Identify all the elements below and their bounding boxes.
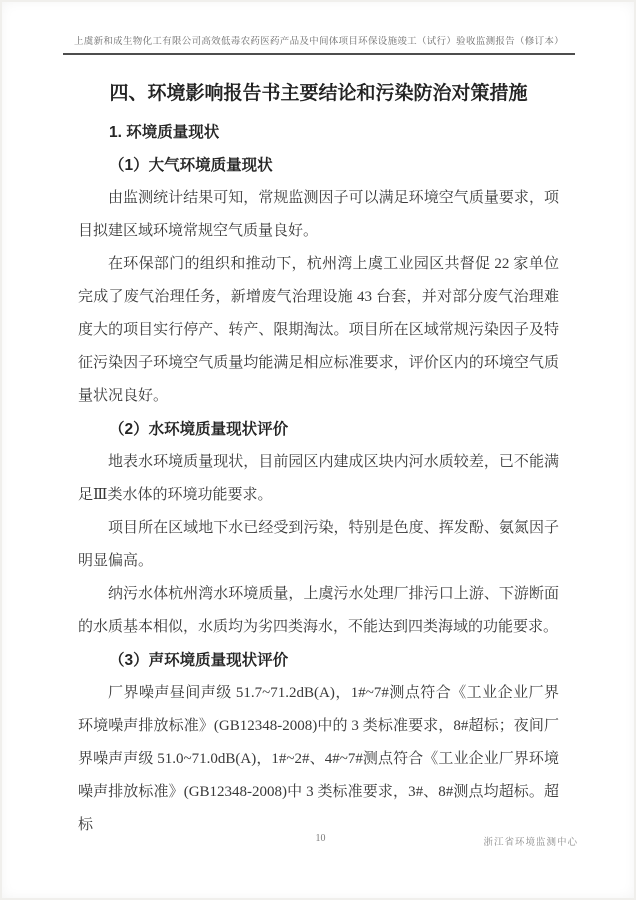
subsection-heading-water-quality: （2）水环境质量现状评价: [109, 421, 289, 438]
chapter-title: 四、环境影响报告书主要结论和污染防治对策措施: [109, 83, 528, 104]
paragraph-air-2: 在环保部门的组织和推动下，杭州湾上虞工业园区共督促 22 家单位完成了废气治理任务，新增废气治理设施 43 台套，并对部分废气治理难度大的项目实行停产、转产、限期淘汰。项目所在区域常规污染因子及特征污染因子环境空气质量均能满足相应标准要求，评价区内的环境空气质量状况良好。: [78, 256, 559, 404]
paragraph-water-ground: 项目所在区域地下水已经受到污染，特别是色度、挥发酚、氨氮因子明显偏高。: [78, 520, 559, 569]
footer-organization: 浙江省环境监测中心: [483, 838, 578, 848]
page-number: 10: [315, 833, 326, 844]
paragraph-water-surface: 地表水环境质量现状，目前园区内建成区块内河水质较差，已不能满足Ⅲ类水体的环境功能要求。: [78, 454, 559, 503]
section-heading-environment-quality: 1. 环境质量现状: [109, 124, 220, 141]
header-divider: [63, 53, 575, 55]
subsection-heading-noise-quality: （3）声环境质量现状评价: [109, 652, 289, 669]
document-body: [63, 80, 575, 842]
paragraph-air-1: 由监测统计结果可知，常规监测因子可以满足环境空气质量要求，项目拟建区域环境常规空气质量良好。: [78, 190, 559, 239]
running-header-title: 上虞新和成生物化工有限公司高效低毒农药医药产品及中间体项目环保设施竣工（试行）验收监测报告（修订本）: [73, 37, 564, 47]
subsection-heading-air-quality: （1）大气环境质量现状: [109, 157, 273, 174]
running-header: [63, 0, 575, 55]
paragraph-noise: 厂界噪声昼间声级 51.7~71.2dB(A)，1#~7#测点符合《工业企业厂界环境噪声排放标准》(GB12348-2008)中的 3 类标准要求，8#超标；夜间厂界噪声声级 51.0~71.0dB(A)，1#~2#、4#~7#测点符合《工业企业厂界环境噪声排放标准》(GB12348-2008)中 3 类标准要求，3#、8#测点均超标。超标: [78, 685, 559, 833]
paragraph-water-bay: 纳污水体杭州湾水环境质量，上虞污水处理厂排污口上游、下游断面的水质基本相似，水质均为劣四类海水，不能达到四类海域的功能要求。: [78, 586, 559, 635]
page-footer: [63, 833, 578, 849]
